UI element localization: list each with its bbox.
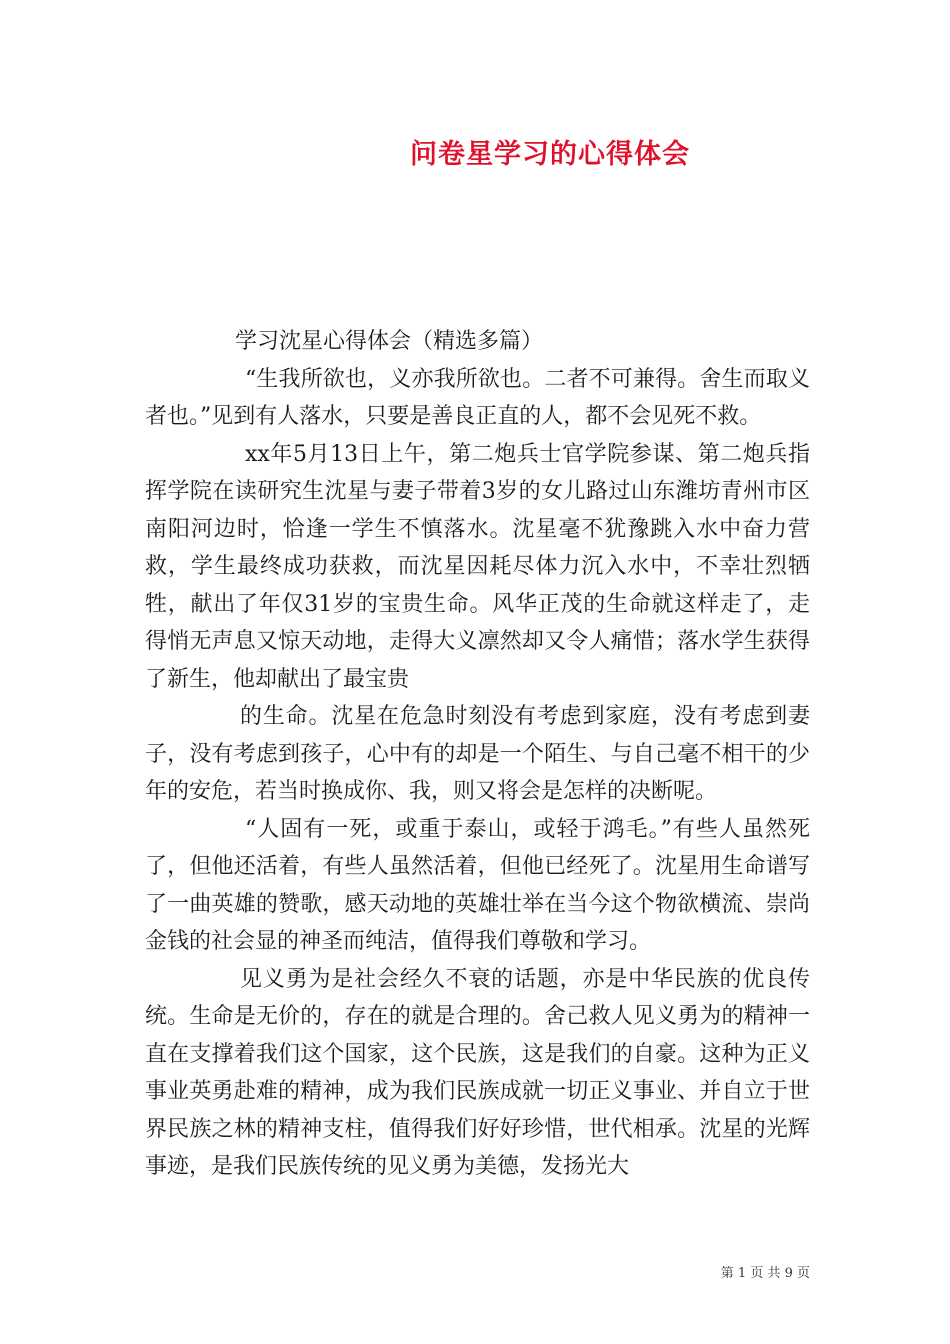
paragraph-quote-1: “生我所欲也，义亦我所欲也。二者不可兼得。舍生而取义者也。”见到有人落水，只要是善良正直的人，都不会见死不救。	[145, 366, 810, 429]
paragraph-sacrifice: 的生命。沈星在危急时刻没有考虑到家庭，没有考虑到妻子，没有考虑到孩子，心中有的却是一个陌生、与自己毫不相干的少年的安危，若当时换成你、我，则又将会是怎样的决断呢。	[145, 704, 810, 804]
document-body	[145, 323, 810, 1186]
document-subtitle: 学习沈星心得体会（精选多篇）	[235, 329, 544, 354]
page-number: 第 1 页 共 9 页	[720, 1266, 810, 1281]
document-title: 问卷星学习的心得体会	[410, 139, 690, 170]
paragraph-quote-2: “人固有一死，或重于泰山，或轻于鸿毛。”有些人虽然死了，但他还活着，有些人虽然活着，但他已经死了。沈星用生命谱写了一曲英雄的赞歌，感天动地的英雄壮举在当今这个物欲横流、崇尚金钱的社会显的神圣而纯洁，值得我们尊敬和学习。	[145, 816, 810, 954]
paragraph-virtue: 见义勇为是社会经久不衰的话题，亦是中华民族的优良传统。生命是无价的，存在的就是合理的。舍己救人见义勇为的精神一直在支撑着我们这个国家，这个民族，这是我们的自豪。这种为正义事业英勇赴难的精神，成为我们民族成就一切正义事业、并自立于世界民族之林的精神支柱，值得我们好好珍惜，世代相承。沈星的光辉事迹，是我们民族传统的见义勇为美德，发扬光大	[145, 966, 810, 1179]
paragraph-event: xx年5月13日上午，第二炮兵士官学院参谋、第二炮兵指挥学院在读研究生沈星与妻子带着3岁的女儿路过山东潍坊青州市区南阳河边时，恰逢一学生不慎落水。沈星毫不犹豫跳入水中奋力营救，学生最终成功获救，而沈星因耗尽体力沉入水中，不幸壮烈牺牲，献出了年仅31岁的宝贵生命。风华正茂的生命就这样走了，走得悄无声息又惊天动地，走得大义凛然却又令人痛惜；落水学生获得了新生，他却献出了最宝贵	[145, 441, 810, 692]
